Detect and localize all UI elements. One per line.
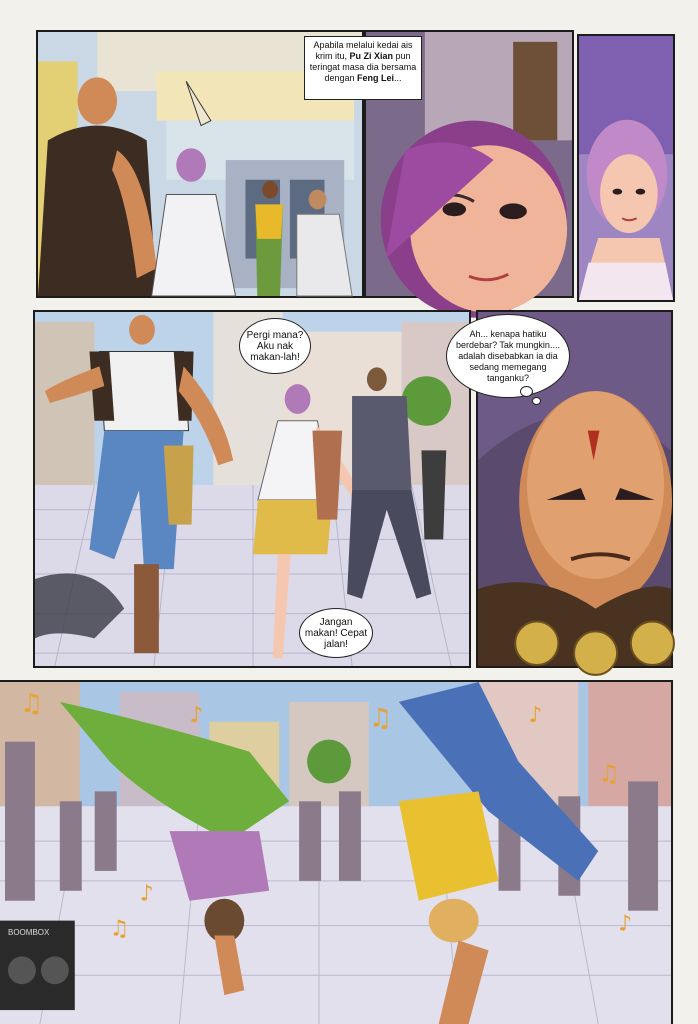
- caption-text-part1: Apabila melalui kedai ais krim itu,: [313, 40, 413, 61]
- speech-bubble-man-text: Jangan makan! Cepat jalan!: [304, 616, 368, 650]
- thought-dot-small: [532, 397, 541, 405]
- svg-text:♪: ♪: [528, 702, 543, 728]
- thought-dot-large: [520, 386, 533, 397]
- thought-bubble: [446, 314, 570, 398]
- thought-bubble-text: Ah... kenapa hatiku berdebar? Tak mungkin.... adalah disebabkan ia dia sedang memegang tanganku?: [456, 328, 560, 383]
- svg-text:♪: ♪: [189, 702, 204, 728]
- speech-bubble-man: [299, 608, 373, 658]
- svg-text:♫: ♫: [368, 703, 393, 734]
- svg-text:♫: ♫: [109, 916, 130, 942]
- svg-text:♪: ♪: [618, 911, 633, 937]
- caption-text-part3: ...: [394, 73, 402, 83]
- svg-text:♫: ♫: [598, 759, 620, 788]
- boombox-label: BOOMBOX: [8, 928, 50, 937]
- narration-caption: [304, 36, 422, 100]
- svg-text:♪: ♪: [139, 881, 154, 907]
- panel-breakdancers: [0, 680, 673, 1024]
- panel-girl-portrait: [577, 34, 675, 302]
- panel-bald-man-closeup: [456, 310, 673, 668]
- svg-text:♫: ♫: [19, 688, 44, 719]
- caption-name-1: Pu Zi Xian: [349, 51, 393, 61]
- speech-bubble-girl-text: Pergi mana? Aku nak makan-lah!: [246, 329, 304, 363]
- caption-text-part2: pun teringat masa dia bersama dengan: [309, 51, 417, 83]
- panel-memory-face: [309, 30, 574, 298]
- speech-bubble-girl: [239, 318, 311, 374]
- panel-street-walk: [33, 310, 471, 668]
- caption-name-2: Feng Lei: [357, 73, 395, 83]
